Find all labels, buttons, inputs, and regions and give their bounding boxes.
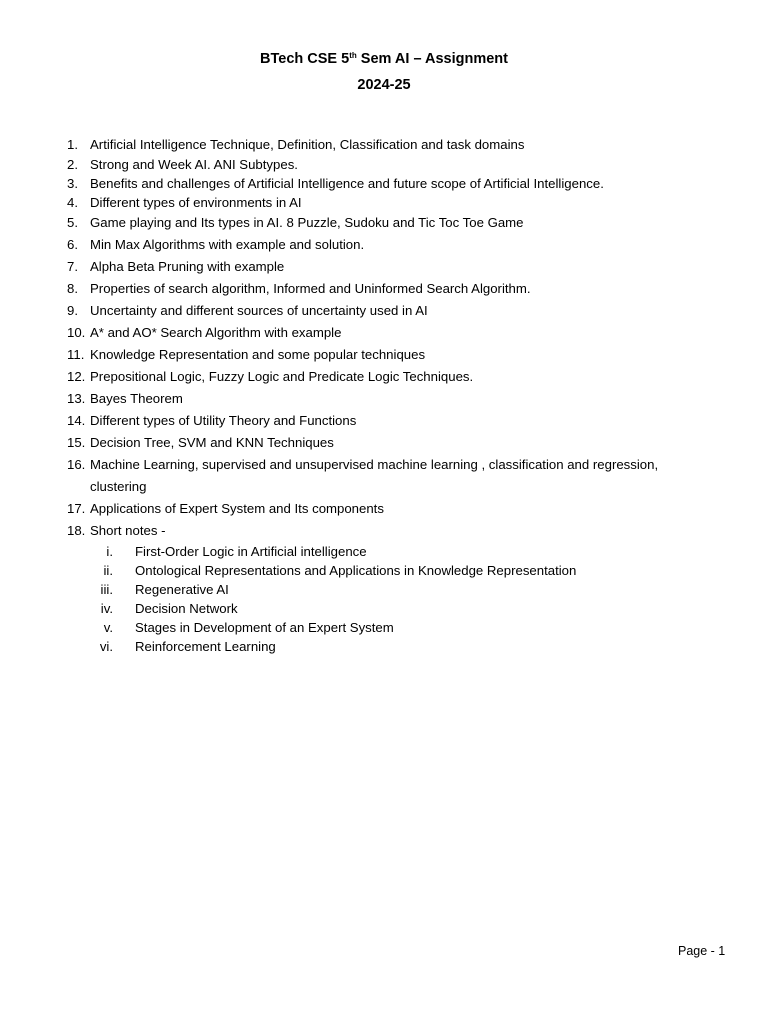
question-item [0, 174, 768, 193]
question-number: 8. [67, 281, 78, 296]
short-note-item [0, 637, 768, 656]
question-number: 3. [67, 176, 78, 191]
question-item [0, 520, 768, 656]
short-note-item [0, 618, 768, 637]
question-number: 6. [67, 237, 78, 252]
question-number: 10. [67, 325, 86, 340]
title-text-post: Sem AI – Assignment [356, 51, 508, 67]
question-item [0, 454, 768, 498]
question-text: Benefits and challenges of Artificial Intelligence and future scope of Artificial Intelligence. [90, 176, 604, 191]
title-superscript: th [349, 51, 357, 60]
page-number: Page - 1 [678, 944, 726, 958]
question-item [0, 388, 768, 410]
short-note-text: Stages in Development of an Expert System [135, 620, 394, 635]
question-item [0, 322, 768, 344]
short-notes-list [0, 542, 768, 656]
question-text: Properties of search algorithm, Informed and Uninformed Search Algorithm. [90, 281, 531, 296]
question-number: 5. [67, 215, 78, 230]
short-note-text: Ontological Representations and Applications in Knowledge Representation [135, 563, 577, 578]
question-item [0, 278, 768, 300]
question-number: 16. [67, 457, 86, 472]
question-item [0, 410, 768, 432]
question-text: Bayes Theorem [90, 391, 183, 406]
question-list [0, 134, 768, 656]
question-item [0, 300, 768, 322]
short-note-number: vi. [99, 639, 113, 654]
question-number: 4. [67, 195, 78, 210]
question-number: 14. [67, 413, 86, 428]
question-number: 18. [67, 523, 86, 538]
document-year: 2024-25 [357, 77, 411, 93]
short-note-number: iii. [100, 582, 113, 597]
question-number: 7. [67, 259, 78, 274]
short-note-number: v. [103, 620, 113, 635]
question-number: 1. [67, 137, 78, 152]
question-number: 2. [67, 157, 78, 172]
question-text: A* and AO* Search Algorithm with example [90, 325, 342, 340]
short-note-item [0, 580, 768, 599]
question-number: 11. [67, 347, 85, 362]
question-text: Decision Tree, SVM and KNN Techniques [90, 435, 334, 450]
title-text-pre: BTech CSE 5 [260, 51, 350, 67]
document-title [0, 48, 768, 70]
short-note-item [0, 561, 768, 580]
question-text: Knowledge Representation and some popular techniques [90, 347, 426, 362]
question-number: 17. [67, 501, 86, 516]
question-number: 12. [67, 369, 86, 384]
question-item [0, 498, 768, 520]
question-number: 13. [67, 391, 86, 406]
question-item [0, 432, 768, 454]
question-text: Different types of environments in AI [90, 195, 302, 210]
question-number: 15. [67, 435, 86, 450]
question-item [0, 134, 768, 155]
question-text: Different types of Utility Theory and Functions [90, 413, 357, 428]
short-note-number: i. [106, 544, 113, 559]
question-item [0, 193, 768, 212]
question-number: 9. [67, 303, 78, 318]
question-item [0, 212, 768, 234]
short-note-item [0, 599, 768, 618]
question-text: Game playing and Its types in AI. 8 Puzzle, Sudoku and Tic Toc Toe Game [90, 215, 524, 230]
question-text: Prepositional Logic, Fuzzy Logic and Predicate Logic Techniques. [90, 369, 474, 384]
short-note-text: First-Order Logic in Artificial intelligence [135, 544, 367, 559]
question-text: Uncertainty and different sources of uncertainty used in AI [90, 303, 428, 318]
short-note-text: Reinforcement Learning [135, 639, 276, 654]
short-note-number: iv. [100, 601, 113, 616]
short-note-number: ii. [103, 563, 113, 578]
question-text: Strong and Week AI. ANI Subtypes. [90, 157, 298, 172]
short-note-text: Decision Network [135, 601, 238, 616]
question-item [0, 256, 768, 278]
short-note-text: Regenerative AI [135, 582, 229, 597]
question-text: Min Max Algorithms with example and solution. [90, 237, 365, 252]
question-text: Alpha Beta Pruning with example [90, 259, 285, 274]
short-note-item [0, 542, 768, 561]
question-item [0, 366, 768, 388]
question-item [0, 234, 768, 256]
question-text: Artificial Intelligence Technique, Definition, Classification and task domains [90, 137, 525, 152]
question-item [0, 344, 768, 366]
question-text: Machine Learning, supervised and unsupervised machine learning , classification and regression, clustering [90, 457, 659, 494]
question-text: Applications of Expert System and Its components [90, 501, 384, 516]
question-item [0, 155, 768, 174]
question-text: Short notes - [90, 523, 166, 538]
